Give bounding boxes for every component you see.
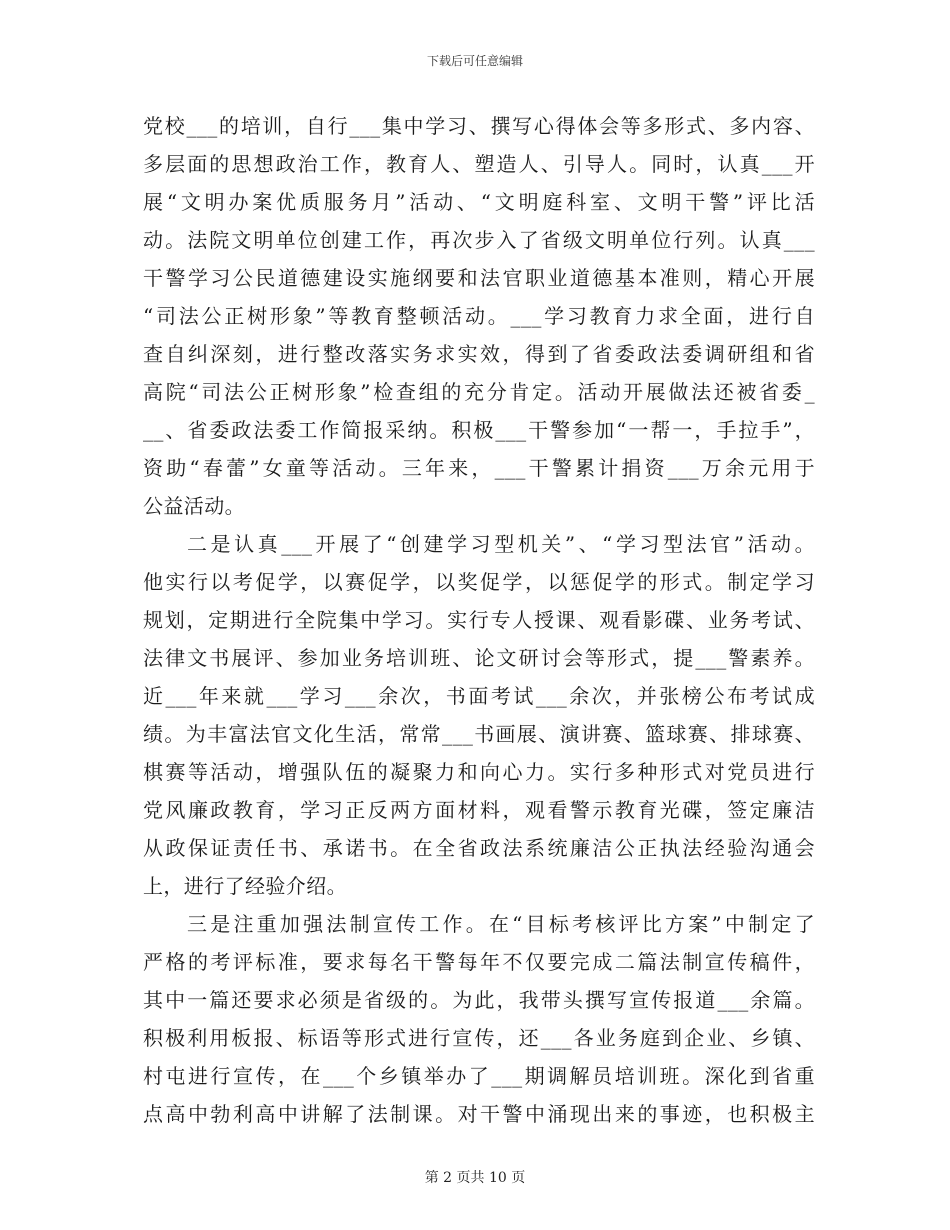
document-body: [143, 107, 815, 1133]
text-line: 点高中勃利高中讲解了法制课。对干警中涌现出来的事迹，也积极主: [143, 1102, 815, 1126]
page-header: 下载后可任意编辑: [426, 54, 523, 68]
text-line: 从政保证责任书、承诺书。在全省政法系统廉洁公正执法经验沟通会: [143, 836, 815, 860]
text-line: __、省委政法委工作简报采纳。积极___干警参加“一帮一，手拉手”，: [143, 418, 815, 442]
text-line: 绩。为丰富法官文化生活，常常___书画展、演讲赛、篮球赛、排球赛、: [143, 722, 815, 746]
text-line: 查自纠深刻，进行整改落实务求实效，得到了省委政法委调研组和省: [143, 342, 815, 366]
page-footer: 第 2 页共 10 页: [424, 1170, 526, 1186]
text-line: 展“文明办案优质服务月”活动、“文明庭科室、文明干警”评比活: [143, 190, 815, 214]
text-line: 二是认真___开展了“创建学习型机关”、“学习型法官”活动。: [187, 532, 815, 556]
text-line: 动。法院文明单位创建工作，再次步入了省级文明单位行列。认真___: [143, 228, 815, 252]
text-line: 积极利用板报、标语等形式进行宣传，还___各业务庭到企业、乡镇、: [143, 1026, 815, 1050]
text-line: 村屯进行宣传，在___个乡镇举办了___期调解员培训班。深化到省重: [143, 1064, 815, 1088]
text-line: 党风廉政教育，学习正反两方面材料，观看警示教育光碟，签定廉洁: [143, 798, 815, 822]
text-line: 其中一篇还要求必须是省级的。为此，我带头撰写宣传报道___余篇。: [143, 988, 815, 1012]
text-line: 严格的考评标准，要求每名干警每年不仅要完成二篇法制宣传稿件，: [143, 950, 815, 974]
text-line: 多层面的思想政治工作，教育人、塑造人、引导人。同时，认真___开: [143, 152, 815, 176]
text-line: 三是注重加强法制宣传工作。在“目标考核评比方案”中制定了: [187, 912, 815, 936]
text-line: 棋赛等活动，增强队伍的凝聚力和向心力。实行多种形式对党员进行: [143, 760, 815, 784]
text-line: 他实行以考促学，以赛促学，以奖促学，以惩促学的形式。制定学习: [143, 570, 815, 594]
text-line: “司法公正树形象”等教育整顿活动。___学习教育力求全面，进行自: [143, 304, 815, 328]
text-line: 党校___的培训，自行___集中学习、撰写心得体会等多形式、多内容、: [143, 114, 815, 138]
text-line: 资助“春蕾”女童等活动。三年来，___干警累计捐资___万余元用于: [143, 456, 815, 480]
text-line: 干警学习公民道德建设实施纲要和法官职业道德基本准则，精心开展: [143, 266, 815, 290]
text-line: 高院“司法公正树形象”检查组的充分肯定。活动开展做法还被省委_: [143, 380, 815, 404]
text-line: 公益活动。: [143, 494, 245, 518]
text-line: 规划，定期进行全院集中学习。实行专人授课、观看影碟、业务考试、: [143, 608, 815, 632]
text-line: 近___年来就___学习___余次，书面考试___余次，并张榜公布考试成: [143, 684, 815, 708]
text-line: 法律文书展评、参加业务培训班、论文研讨会等形式，提___警素养。: [143, 646, 815, 670]
text-line: 上，进行了经验介绍。: [143, 874, 347, 898]
